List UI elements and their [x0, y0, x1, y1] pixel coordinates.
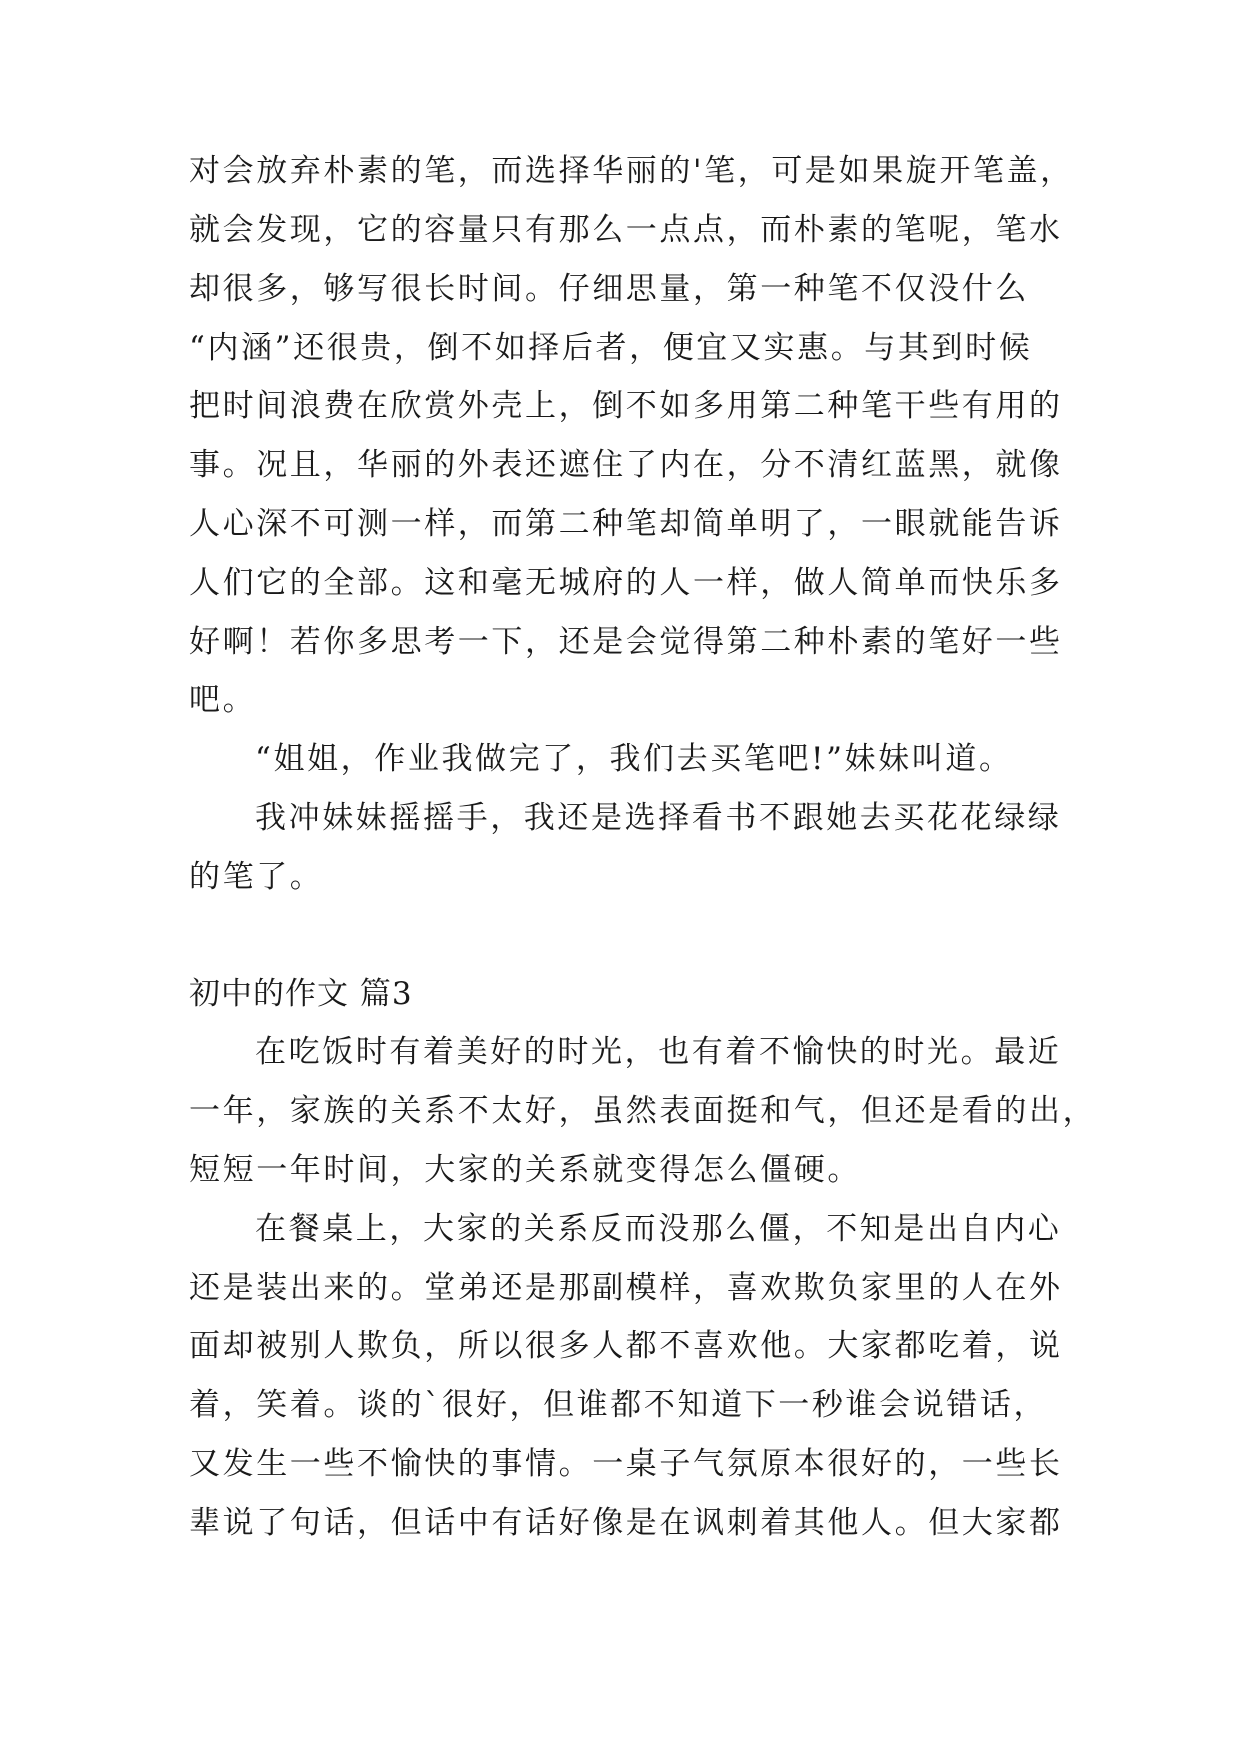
- text-line: 人们它的全部。这和毫无城府的人一样，做人简单而快乐多: [189, 565, 1063, 601]
- text-line: 还是装出来的。堂弟还是那副模样，喜欢欺负家里的人在外: [189, 1270, 1063, 1306]
- text-line: 的笔了。: [189, 859, 324, 895]
- text-line: 一年，家族的关系不太好，虽然表面挺和气，但还是看的出，: [189, 1093, 1097, 1129]
- text-line: 在吃饭时有着美好的时光，也有着不愉快的时光。最近: [255, 1034, 1062, 1070]
- text-line: 人心深不可测一样，而第二种笔却简单明了，一眼就能告诉: [189, 506, 1063, 542]
- text-line: 又发生一些不愉快的事情。一桌子气氛原本很好的，一些长: [189, 1446, 1063, 1482]
- text-line: 着，笑着。谈的`很好，但谁都不知道下一秒谁会说错话，: [189, 1387, 1048, 1423]
- text-line: 吧。: [189, 682, 257, 718]
- section-heading: 初中的作文 篇3: [189, 976, 413, 1012]
- text-line: 把时间浪费在欣赏外壳上，倒不如多用第二种笔干些有用的: [189, 388, 1063, 424]
- text-line: “姐姐，作业我做完了，我们去买笔吧!”妹妹叫道。: [255, 741, 1013, 777]
- text-line: 就会发现，它的容量只有那么一点点，而朴素的笔呢，笔水: [189, 212, 1063, 248]
- text-line: 对会放弃朴素的笔，而选择华丽的'笔，可是如果旋开笔盖，: [189, 153, 1074, 189]
- text-line: 好啊！若你多思考一下，还是会觉得第二种朴素的笔好一些: [189, 624, 1063, 660]
- text-line: “内涵”还很贵，倒不如择后者，便宜又实惠。与其到时候: [189, 330, 1033, 366]
- text-line: 面却被别人欺负，所以很多人都不喜欢他。大家都吃着，说: [189, 1328, 1063, 1364]
- text-line: 辈说了句话，但话中有话好像是在讽刺着其他人。但大家都: [189, 1505, 1063, 1541]
- text-line: 我冲妹妹摇摇手，我还是选择看书不跟她去买花花绿绿: [255, 800, 1062, 836]
- text-line: 在餐桌上，大家的关系反而没那么僵，不知是出自内心: [255, 1211, 1062, 1247]
- text-line: 却很多，够写很长时间。仔细思量，第一种笔不仅没什么: [189, 271, 1029, 307]
- text-line: 短短一年时间，大家的关系就变得怎么僵硬。: [189, 1152, 861, 1188]
- text-line: 事。况且，华丽的外表还遮住了内在，分不清红蓝黑，就像: [189, 447, 1063, 483]
